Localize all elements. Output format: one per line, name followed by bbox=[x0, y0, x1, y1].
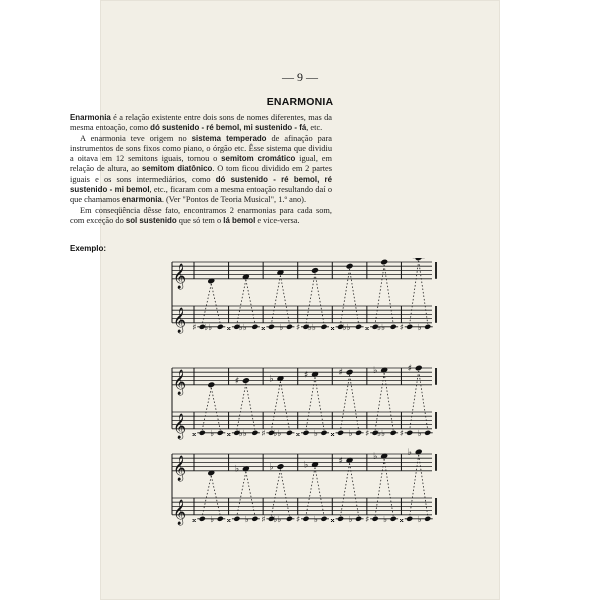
sharp-icon: ♯ bbox=[296, 322, 301, 333]
flat-icon: ♭ bbox=[269, 374, 274, 385]
text-run: que só tem o bbox=[176, 215, 224, 225]
dotted-connector bbox=[384, 373, 393, 430]
flat-icon: ♭ bbox=[269, 462, 274, 473]
double-flat-icon: ♭♭ bbox=[342, 322, 351, 333]
bold-term: enarmonia bbox=[121, 195, 162, 205]
double-sharp-icon: 𝄪 bbox=[330, 428, 335, 439]
flat-icon: ♭ bbox=[383, 514, 388, 525]
double-sharp-icon: 𝄪 bbox=[399, 514, 404, 525]
text-run: e vice-versa. bbox=[255, 215, 300, 225]
dotted-connector bbox=[211, 476, 220, 516]
double-flat-icon: ♭♭ bbox=[273, 428, 282, 439]
dotted-connector bbox=[280, 382, 289, 430]
note-head bbox=[346, 263, 354, 270]
text-run: . O tom ficou dividido em 2 partes iguais e os sons intermediários, como bbox=[70, 164, 332, 184]
sharp-icon: ♯ bbox=[338, 368, 343, 379]
sharp-icon: ♯ bbox=[399, 322, 404, 333]
bold-term: sol sustenido bbox=[125, 215, 177, 225]
double-flat-icon: ♭♭ bbox=[308, 322, 317, 333]
text-run: A enarmonia teve origem no bbox=[80, 133, 192, 143]
bold-term: lá bemol bbox=[223, 215, 256, 225]
dotted-connector bbox=[341, 375, 350, 430]
treble-clef-icon: 𝄞 bbox=[173, 307, 187, 333]
dotted-connector bbox=[211, 284, 220, 324]
double-sharp-icon: 𝄪 bbox=[226, 514, 231, 525]
body-text bbox=[70, 113, 332, 226]
flat-icon: ♭ bbox=[314, 428, 319, 439]
dotted-connector bbox=[350, 269, 359, 324]
text-run: é a relação existente entre dois sons de nomes diferentes, mas da mesma entoação, como bbox=[70, 113, 332, 133]
note-head bbox=[346, 369, 354, 376]
flat-icon: ♭ bbox=[279, 322, 284, 333]
sharp-icon: ♯ bbox=[261, 428, 266, 439]
double-sharp-icon: 𝄪 bbox=[192, 428, 197, 439]
paragraph-2 bbox=[70, 134, 332, 206]
text-run: , etc. bbox=[306, 123, 323, 133]
double-flat-icon: ♭♭ bbox=[377, 322, 386, 333]
treble-clef-icon: 𝄞 bbox=[173, 413, 187, 439]
dotted-connector bbox=[271, 470, 280, 516]
dotted-connector bbox=[202, 476, 211, 516]
flat-icon: ♭ bbox=[407, 447, 412, 458]
flat-icon: ♭ bbox=[314, 514, 319, 525]
double-sharp-icon: 𝄪 bbox=[226, 428, 231, 439]
flat-icon: ♭ bbox=[348, 428, 353, 439]
page-title: ENARMONIA bbox=[266, 96, 334, 108]
double-sharp-icon: 𝄪 bbox=[330, 514, 335, 525]
dotted-connector bbox=[246, 384, 255, 430]
sharp-icon: ♯ bbox=[365, 514, 370, 525]
dotted-connector bbox=[306, 273, 315, 323]
sharp-icon: ♯ bbox=[261, 514, 266, 525]
dotted-connector bbox=[246, 472, 255, 516]
double-sharp-icon: 𝄪 bbox=[192, 514, 197, 525]
dotted-connector bbox=[375, 265, 384, 324]
text-run: , etc., ficaram com a mesma entoação resultando daí o que chamamos bbox=[70, 185, 332, 205]
bold-term: dó sustenido - ré bemol, mi sustenido - fá bbox=[150, 123, 307, 133]
paragraph-3 bbox=[70, 206, 332, 227]
note-head bbox=[415, 365, 423, 372]
music-example bbox=[164, 258, 440, 548]
note-head bbox=[415, 258, 423, 261]
dotted-connector bbox=[306, 468, 315, 516]
bold-term: semitom cromático bbox=[221, 154, 296, 164]
dotted-connector bbox=[341, 269, 350, 324]
note-head bbox=[242, 377, 250, 384]
flat-icon: ♭ bbox=[210, 514, 215, 525]
dotted-connector bbox=[237, 472, 246, 516]
paragraph-1 bbox=[70, 113, 332, 134]
note-head bbox=[311, 267, 319, 274]
dotted-connector bbox=[280, 276, 289, 324]
bold-term: Enarmonia bbox=[70, 113, 111, 122]
dotted-connector bbox=[315, 468, 324, 516]
double-sharp-icon: 𝄪 bbox=[261, 322, 266, 333]
dotted-connector bbox=[384, 459, 393, 516]
dotted-connector bbox=[237, 384, 246, 430]
double-sharp-icon: 𝄪 bbox=[226, 322, 231, 333]
treble-clef-icon: 𝄞 bbox=[173, 499, 187, 525]
sharp-icon: ♯ bbox=[192, 322, 197, 333]
note-head bbox=[276, 463, 284, 470]
flat-icon: ♭ bbox=[210, 428, 215, 439]
text-run: . (Ver "Pontos de Teoria Musical", 1.º ano). bbox=[161, 195, 307, 205]
double-flat-icon: ♭♭ bbox=[273, 514, 282, 525]
flat-icon: ♭ bbox=[304, 460, 309, 471]
flat-icon: ♭ bbox=[373, 452, 378, 463]
flat-icon: ♭ bbox=[373, 366, 378, 377]
sharp-icon: ♯ bbox=[365, 428, 370, 439]
sharp-icon: ♯ bbox=[399, 428, 404, 439]
dotted-connector bbox=[271, 276, 280, 324]
dotted-connector bbox=[202, 284, 211, 324]
dotted-connector bbox=[280, 470, 289, 516]
dotted-connector bbox=[375, 459, 384, 516]
double-flat-icon: ♭♭ bbox=[204, 322, 213, 333]
dotted-connector bbox=[271, 382, 280, 430]
flat-icon: ♭ bbox=[417, 322, 422, 333]
sharp-icon: ♯ bbox=[234, 376, 240, 387]
dotted-connector bbox=[384, 265, 393, 324]
bold-term: semitom diatônico bbox=[141, 164, 213, 174]
text-run: de afinação para instrumentos de sons fixos como piano, o órgão etc. Êsse sistema que dividiu a oitava em 12 semitons iguais, tornou o bbox=[70, 133, 332, 164]
note-head bbox=[380, 259, 388, 266]
dotted-connector bbox=[315, 273, 324, 323]
sharp-icon: ♯ bbox=[304, 370, 309, 381]
sharp-icon: ♯ bbox=[407, 364, 413, 374]
treble-clef-icon: 𝄞 bbox=[173, 455, 187, 481]
bold-term: sistema temperado bbox=[191, 133, 267, 143]
treble-clef-icon: 𝄞 bbox=[173, 369, 187, 395]
dotted-connector bbox=[410, 371, 419, 430]
treble-clef-icon: 𝄞 bbox=[173, 263, 187, 289]
dotted-connector bbox=[237, 280, 246, 324]
text-run: igual, em relação de altura, ao bbox=[70, 154, 332, 174]
double-sharp-icon: 𝄪 bbox=[330, 322, 335, 333]
dotted-connector bbox=[350, 375, 359, 430]
dotted-connector bbox=[375, 373, 384, 430]
double-flat-icon: ♭♭ bbox=[238, 428, 247, 439]
sharp-icon: ♯ bbox=[338, 456, 343, 467]
dotted-connector bbox=[419, 371, 428, 430]
flat-icon: ♭ bbox=[244, 514, 249, 525]
dotted-connector bbox=[211, 388, 220, 430]
text-run: Em conseqüência dêsse fato, encontramos 2 enarmonias para cada som, com exceção do bbox=[70, 205, 332, 225]
sharp-icon: ♯ bbox=[296, 514, 301, 525]
flat-icon: ♭ bbox=[348, 514, 353, 525]
note-head bbox=[207, 381, 215, 388]
flat-icon: ♭ bbox=[234, 464, 240, 475]
double-flat-icon: ♭♭ bbox=[377, 428, 386, 439]
dotted-connector bbox=[202, 388, 211, 430]
flat-icon: ♭ bbox=[417, 428, 422, 439]
example-label: Exemplo: bbox=[70, 244, 107, 253]
double-flat-icon: ♭♭ bbox=[238, 322, 247, 333]
flat-icon: ♭ bbox=[417, 514, 422, 525]
double-sharp-icon: 𝄪 bbox=[296, 428, 300, 439]
dotted-connector bbox=[246, 280, 255, 324]
page-number: — 9 — bbox=[282, 70, 318, 84]
bold-term: dó sustenido - ré bemol, ré sustenido - mi bemol bbox=[70, 174, 332, 195]
double-sharp-icon: 𝄪 bbox=[365, 322, 369, 333]
